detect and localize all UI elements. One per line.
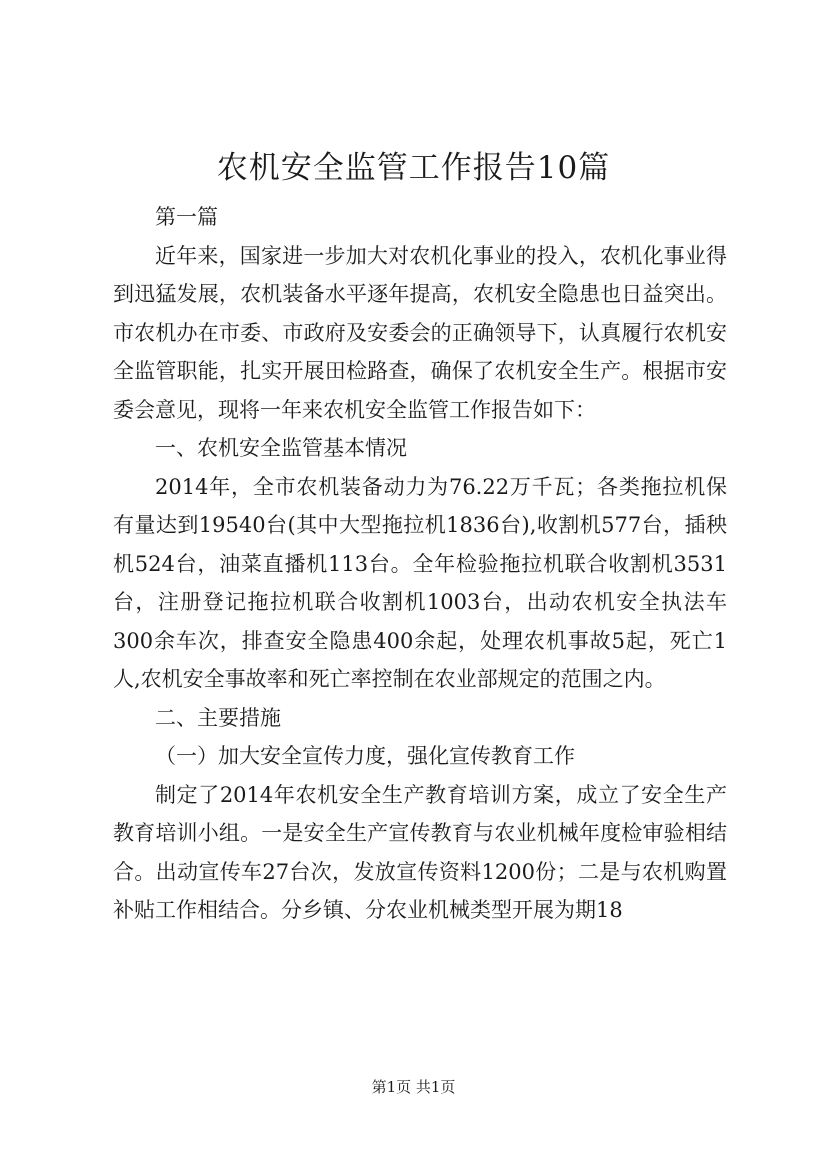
section-heading-overview: 一、农机安全监管基本情况 [155,436,407,460]
paragraph-overview: 2014年，全市农机装备动力为76.22万千瓦；各类拖拉机保有量达到19540台(其中大型拖拉机1836台),收割机577台，插秧机524台，油菜直播机113台。全年检验拖拉机联合收割机3531台，注册登记拖拉机联合收割机1003台，出动农机安全执法车300余车次，排查安全隐患400余起，处理农机事故5起，死亡1人,农机安全事故率和死亡率控制在农业部规定的范围之内。 [113,474,727,691]
document-body [113,198,727,930]
document-title: 农机安全监管工作报告10篇 [216,150,611,186]
paragraph-intro: 近年来，国家进一步加大对农机化事业的投入，农机化事业得到迅猛发展，农机装备水平逐年提高，农机安全隐患也日益突出。市农机办在市委、市政府及安委会的正确领导下，认真履行农机安全监管职能，扎实开展田检路查，确保了农机安全生产。根据市安委会意见，现将一年来农机安全监管工作报告如下： [113,243,727,422]
subsection-heading-publicity: （一）加大安全宣传力度，强化宣传教育工作 [155,744,575,768]
section-heading-first: 第一篇 [155,205,218,229]
paragraph-publicity: 制定了2014年农机安全生产教育培训方案，成立了安全生产教育培训小组。一是安全生产宣传教育与农业机械年度检审验相结合。出动宣传车27台次，发放宣传资料1200份；二是与农机购置补贴工作相结合。分乡镇、分农业机械类型开展为期18 [113,782,727,922]
page-number: 第1页 共1页 [371,1078,456,1096]
section-heading-measures: 二、主要措施 [155,705,281,730]
page-footer [0,1076,827,1098]
